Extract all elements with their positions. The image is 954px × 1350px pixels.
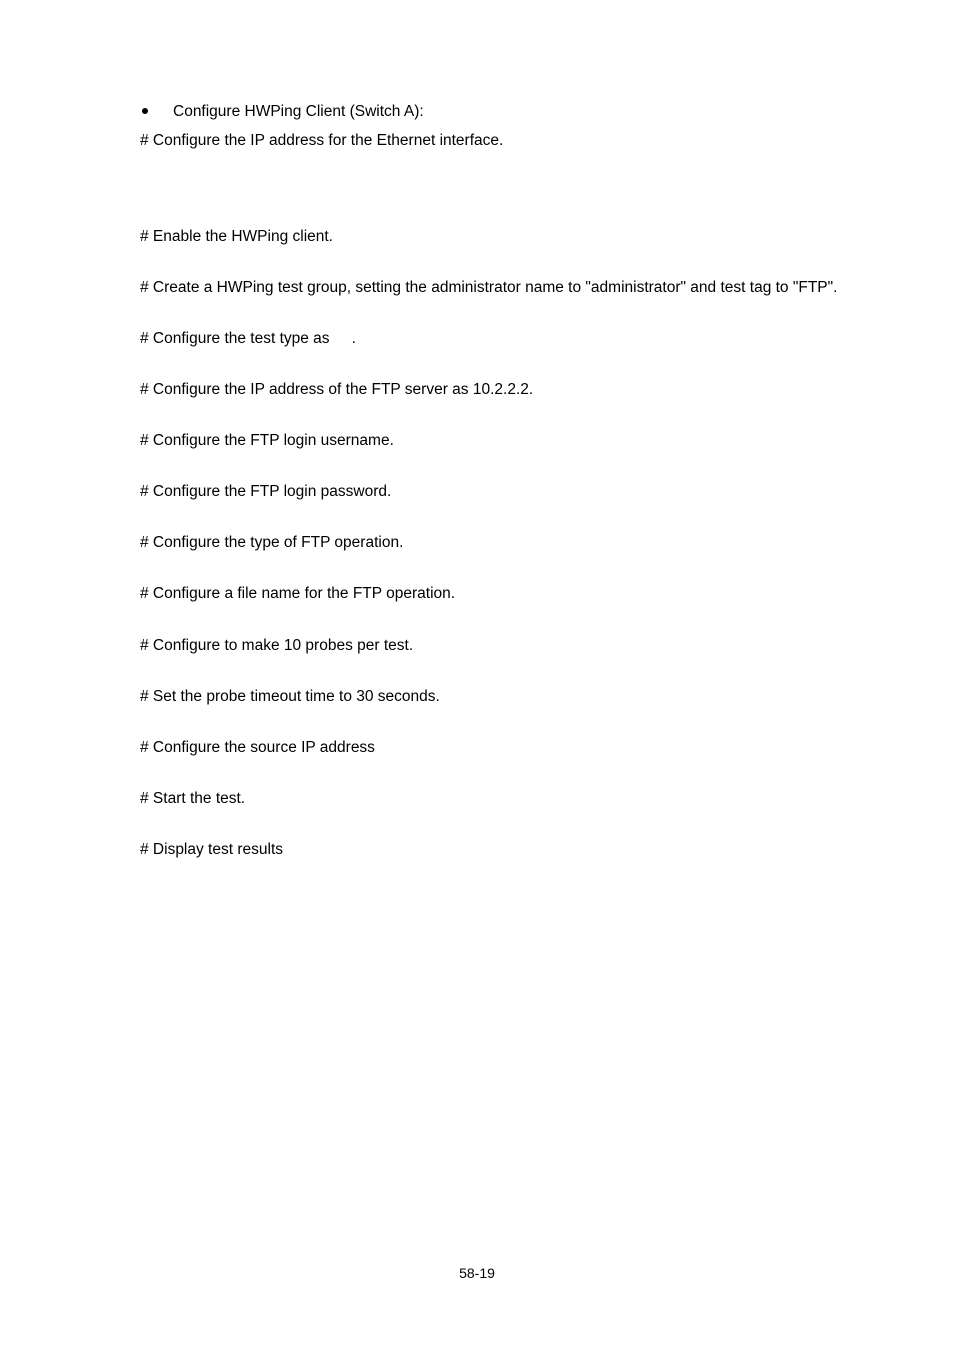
step-configure-ip: # Configure the IP address for the Ethernet interface. [140, 132, 504, 149]
step-probe-timeout: # Set the probe timeout time to 30 seconds. [140, 688, 440, 705]
step-test-type-period: . [351, 330, 356, 347]
step-probe-count: # Configure to make 10 probes per test. [140, 637, 414, 654]
step-ftp-username: # Configure the FTP login username. [140, 432, 394, 449]
step-ftp-password: # Configure the FTP login password. [140, 483, 392, 500]
step-enable-client: # Enable the HWPing client. [140, 228, 333, 245]
bullet-icon [142, 108, 148, 114]
page-number: 58-19 [459, 1265, 495, 1281]
step-start-test: # Start the test. [140, 790, 246, 807]
step-test-type-text: # Configure the test type as [140, 330, 330, 347]
step-test-type [140, 330, 356, 348]
step-display-results: # Display test results [140, 841, 283, 858]
bullet-item [140, 103, 424, 121]
step-ftp-server-ip: # Configure the IP address of the FTP server as 10.2.2.2. [140, 381, 534, 398]
step-ftp-operation-type: # Configure the type of FTP operation. [140, 534, 404, 551]
bullet-text: Configure HWPing Client (Switch A): [173, 103, 424, 120]
step-source-ip: # Configure the source IP address [140, 739, 375, 756]
step-ftp-filename: # Configure a file name for the FTP operation. [140, 585, 456, 602]
step-create-test-group: # Create a HWPing test group, setting the administrator name to "administrator" and test tag to "FTP". [140, 279, 838, 296]
